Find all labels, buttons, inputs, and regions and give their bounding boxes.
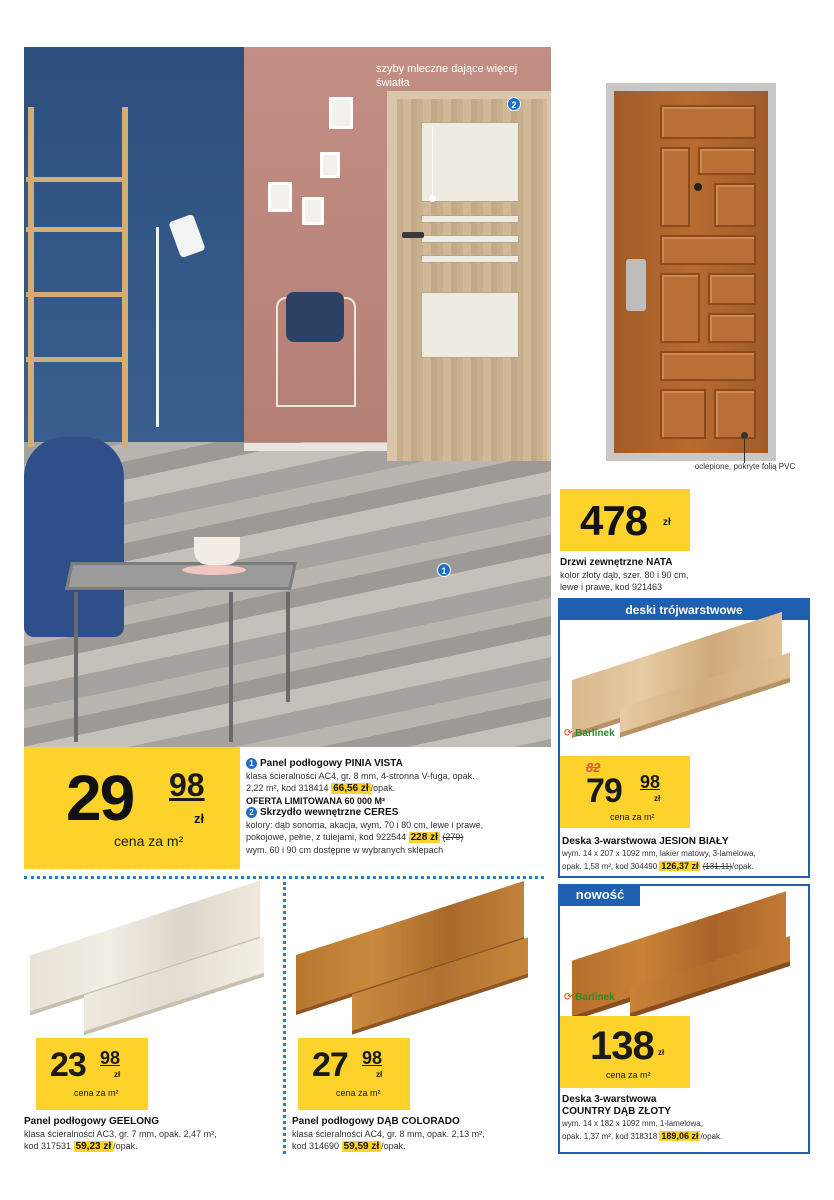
jesion-old-pack-price: (131,11) — [702, 862, 732, 871]
door-panel — [708, 273, 756, 305]
shelf-board — [26, 357, 126, 362]
ceres-old-price: (279) — [442, 832, 464, 842]
dotted-separator — [283, 882, 286, 1154]
exterior-door-leaf — [614, 91, 768, 453]
chair-cushion — [286, 292, 344, 342]
colorado-title: Panel podłogowy DĄB COLORADO — [292, 1116, 460, 1127]
price-unit: cena za m² — [336, 1088, 381, 1098]
door-peephole — [694, 183, 702, 191]
door-glass-strip — [421, 255, 519, 263]
colorado-info — [292, 1116, 547, 1153]
door-glass-strip — [421, 235, 519, 243]
currency: zł — [114, 1070, 121, 1079]
shelf-post — [28, 107, 34, 447]
pinia-vista-title: Panel podłogowy PINIA VISTA — [260, 758, 403, 769]
main-price-int: 29 — [66, 762, 134, 834]
price-unit: cena za m² — [606, 1070, 651, 1080]
main-price-dec: 98 — [169, 767, 205, 803]
pinia-vista-pack-price: 66,56 zł — [333, 783, 369, 794]
currency: zł — [658, 1048, 665, 1057]
door-glass-strip — [421, 215, 519, 223]
main-offer-info — [246, 758, 546, 856]
shelf-board — [26, 227, 126, 232]
per-pack: /opak. — [700, 1132, 723, 1141]
cup — [194, 537, 240, 565]
jesion-old-price: 82 — [586, 760, 601, 775]
pinia-vista-desc: 2,22 m², kod 318414 — [246, 783, 329, 793]
barlinek-brand: Barlinek — [575, 992, 615, 1003]
geelong-title: Panel podłogowy GEELONG — [24, 1116, 160, 1127]
callout-line — [744, 435, 745, 463]
wall-frame — [268, 182, 292, 212]
wall-frame — [320, 152, 340, 178]
door-handle — [402, 232, 424, 238]
dotted-separator — [24, 876, 544, 879]
currency: zł — [654, 794, 661, 803]
exterior-door-desc: lewe i prawe, kod 921463 — [560, 582, 663, 592]
limited-offer: OFERTA LIMITOWANA 60 000 M² — [246, 796, 386, 806]
jesion-pack-price: 126,37 zł — [661, 861, 699, 871]
colorado-desc: kod 314690 — [292, 1141, 340, 1151]
exterior-door-title: Drzwi zewnętrzne NATA — [560, 557, 673, 568]
exterior-door-price: 478 — [580, 497, 648, 544]
per-pack: /opak. — [731, 862, 754, 871]
exterior-door-handle — [626, 259, 646, 311]
saucer — [182, 565, 246, 575]
door-glass-pane — [421, 292, 519, 358]
ceres-desc: kolory: dąb sonoma, akacja, wym. 70 i 80 cm, lewe i prawe, — [246, 820, 484, 830]
hero-room-photo — [24, 47, 551, 747]
shelf-board — [26, 292, 126, 297]
country-title: Deska 3-warstwowa — [562, 1094, 657, 1105]
exterior-door-info — [560, 557, 810, 593]
exterior-door-price-box — [560, 489, 690, 551]
ceres-title: Skrzydło wewnętrzne CERES — [260, 807, 399, 818]
pinia-vista-desc: klasa ścieralności AC4, gr. 8 mm, 4-stronna V-fuga, opak. — [246, 771, 475, 781]
door-panel — [660, 147, 690, 227]
geelong-price-box — [36, 1038, 148, 1110]
country-info — [562, 1094, 808, 1143]
item-number-badge: 1 — [246, 758, 257, 769]
country-price-box — [560, 1016, 690, 1088]
per-pack: /opak. — [113, 1141, 138, 1151]
jesion-price-int: 79 — [586, 772, 622, 810]
hero-caption: szyby mleczne dające więcej światła — [376, 63, 518, 89]
geelong-price-dec: 98 — [100, 1048, 121, 1068]
colorado-price-dec: 98 — [362, 1048, 383, 1068]
colorado-image — [292, 888, 542, 1058]
blue-wall — [24, 47, 244, 457]
country-pack-price: 189,06 zł — [661, 1131, 699, 1141]
barlinek-logo: ⟳ Barlinek — [564, 728, 615, 739]
exterior-door-image — [606, 83, 776, 461]
ceres-price: 228 zł — [410, 832, 438, 843]
wall-frame — [329, 97, 353, 129]
price-unit: cena za m² — [114, 833, 184, 849]
country-price: 138 — [590, 1024, 654, 1068]
wall-frame — [302, 197, 324, 225]
door-panel — [714, 183, 756, 227]
door-panel — [660, 273, 700, 343]
jesion-info — [562, 836, 812, 873]
jesion-desc: opak. 1,58 m², kod 304490 — [562, 862, 658, 871]
geelong-pack-price: 59,23 zł — [75, 1141, 112, 1152]
colorado-desc: klasa ścieralności AC4, gr. 8 mm, opak. 2,13 m², — [292, 1129, 485, 1139]
jesion-price-dec: 98 — [640, 772, 661, 792]
door-glass-pane — [421, 122, 519, 202]
colorado-price-int: 27 — [312, 1046, 348, 1084]
geelong-info — [24, 1116, 279, 1153]
marker-2: 2 — [507, 97, 521, 111]
currency: zł — [194, 811, 205, 826]
colorado-pack-price: 59,59 zł — [343, 1141, 380, 1152]
door-panel — [660, 235, 756, 265]
country-desc: opak. 1,37 m², kod 318318 — [562, 1132, 658, 1141]
geelong-desc: kod 317531 — [24, 1141, 72, 1151]
door-panel — [698, 147, 756, 175]
shelf-board — [26, 177, 126, 182]
currency: zł — [376, 1070, 383, 1079]
price-unit: cena za m² — [74, 1088, 119, 1098]
geelong-desc: klasa ścieralności AC3, gr. 7 mm, opak. 2,47 m², — [24, 1129, 217, 1139]
exterior-door-desc: kolor złoty dąb, szer. 80 i 90 cm, — [560, 570, 689, 580]
door-panel — [714, 389, 756, 439]
table-leg — [229, 592, 233, 742]
barlinek-logo: ⟳ Barlinek — [564, 992, 615, 1003]
marker-1: 1 — [437, 563, 451, 577]
jesion-title: Deska 3-warstwowa JESION BIAŁY — [562, 836, 729, 847]
country-title: COUNTRY DĄB ZŁOTY — [562, 1106, 671, 1117]
country-desc: wym. 14 x 182 x 1092 mm, 1-lamelowa, — [562, 1119, 703, 1128]
ceres-availability: wym. 60 i 90 cm dostępne w wybranych sklepach — [246, 845, 444, 855]
table-leg — [74, 592, 78, 742]
price-unit: cena za m² — [610, 812, 655, 822]
ceres-desc: pokojowe, pełne, z tulejami, kod 922544 — [246, 832, 407, 842]
item-number-badge: 2 — [246, 807, 257, 818]
door-panel — [708, 313, 756, 343]
new-badge: nowość — [560, 884, 640, 906]
door-panel — [660, 105, 756, 139]
door-panel — [660, 351, 756, 381]
currency: zł — [663, 517, 671, 528]
door-panel — [660, 389, 706, 439]
geelong-image — [24, 888, 274, 1058]
floor-lamp — [156, 227, 159, 427]
barlinek-brand: Barlinek — [575, 728, 615, 739]
caption-pointer-line — [432, 127, 433, 197]
three-layer-boards-header: deski trójwarstwowe — [560, 600, 808, 620]
colorado-price-box — [298, 1038, 410, 1110]
exterior-door-callout: oclepione, pokryte folią PVC — [694, 462, 796, 471]
jesion-price-box — [560, 756, 690, 828]
main-price-box — [24, 747, 240, 869]
shelf-post — [122, 107, 128, 447]
jesion-desc: wym. 14 x 207 x 1092 mm, lakier matowy, 3-lamelowa, — [562, 849, 756, 858]
per-pack: /opak. — [370, 783, 396, 793]
caption-pointer-dot — [429, 195, 436, 202]
table-leg — [286, 592, 290, 702]
per-pack: /opak. — [381, 1141, 406, 1151]
geelong-price-int: 23 — [50, 1046, 86, 1084]
side-table — [65, 562, 297, 590]
